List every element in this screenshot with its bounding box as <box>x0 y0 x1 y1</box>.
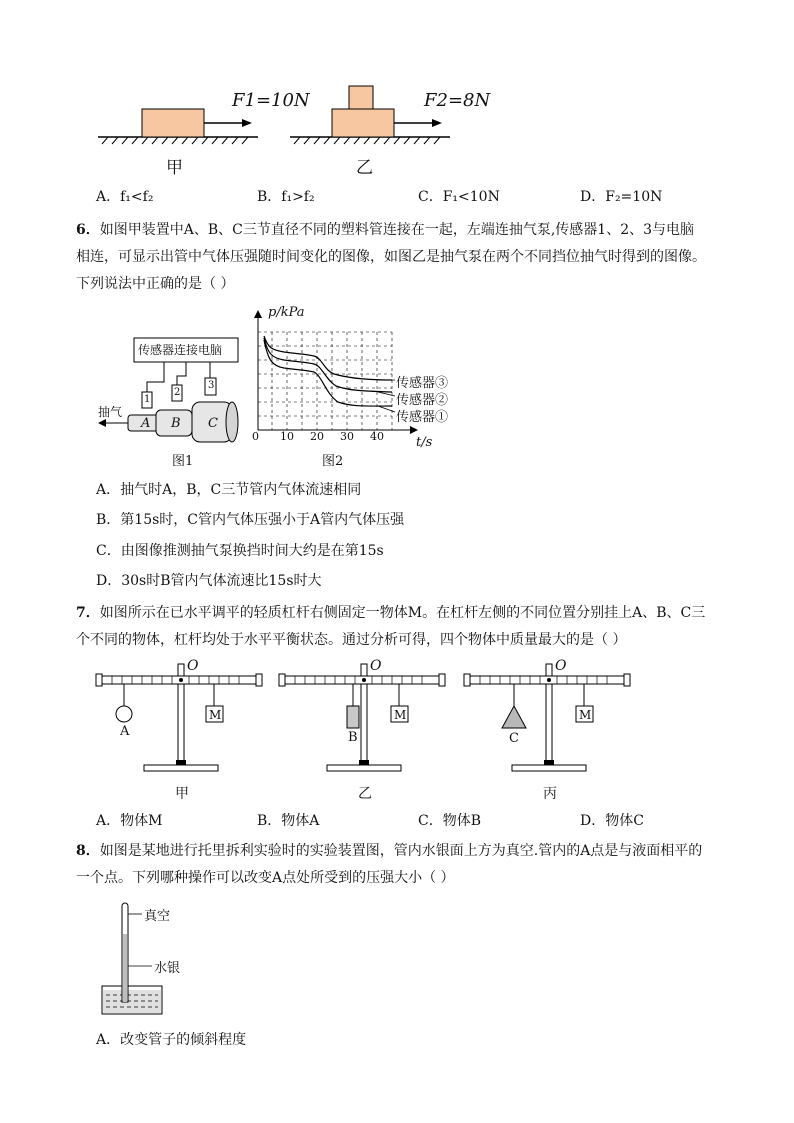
q7-option-d[interactable]: D．物体C <box>580 813 644 829</box>
fig1-caption: 图1 <box>172 454 194 469</box>
fig1-sensor-1: 1 <box>144 394 151 405</box>
q8-label-mercury: 水银 <box>154 961 181 976</box>
fig2-tick-20: 20 <box>310 430 324 443</box>
fig2-caption: 图2 <box>322 454 344 469</box>
lever-yi-m: M <box>394 708 407 722</box>
lever-bing-object-label: C <box>509 731 519 746</box>
q8-stem <box>76 838 776 892</box>
q6-option-a[interactable]: A．抽气时A，B，C三节管内气体流速相同 <box>96 482 362 498</box>
q7-lever-bing <box>462 660 642 780</box>
q7-stem <box>76 600 776 654</box>
block-yi-top <box>349 86 373 109</box>
lever-yi-object-label: B <box>348 730 358 745</box>
q5-option-b[interactable]: B．f₁>f₂ <box>257 189 315 205</box>
fig1-sensor-2: 2 <box>174 387 181 398</box>
q8-number: 8． <box>76 843 100 859</box>
fig2-tick-30: 30 <box>340 430 354 443</box>
q7-text-line1: 如图所示在已水平调平的轻质杠杆右侧固定一物体M。在杠杆左侧的不同位置分别挂上A、B、C三 <box>99 605 706 621</box>
curve-sensor-1 <box>264 340 392 406</box>
fig2-legend-2: 传感器② <box>396 393 449 408</box>
fig2-xlabel: t/s <box>416 435 433 450</box>
q6-option-d[interactable]: D．30s时B管内气体流速比15s时大 <box>96 573 322 589</box>
q7-option-b[interactable]: B．物体A <box>257 813 320 829</box>
q7-lever-jia <box>94 660 274 780</box>
lever-jia-pivot: O <box>187 658 199 674</box>
fig2-ylabel: p/kPa <box>268 305 305 320</box>
fig2-tick-10: 10 <box>280 430 294 443</box>
lever-bing-m: M <box>579 708 592 722</box>
lever-bing-caption: 丙 <box>543 786 557 802</box>
lever-jia-m: M <box>209 708 222 722</box>
q6-text-line1: 如图甲装置中A、B、C三节直径不同的塑料管连接在一起，左端连抽气泵,传感器1、2、3与电脑 <box>99 222 695 238</box>
q5-option-a[interactable]: A．f₁<f₂ <box>96 189 154 205</box>
fig2-tick-0: 0 <box>252 430 259 443</box>
fig1-pump-label: 抽气 <box>98 405 123 419</box>
q5-force-jia: F1=10N <box>232 90 310 111</box>
q6-text-line3: 下列说法中正确的是（ ） <box>76 276 235 292</box>
q8-text-line2: 一个点。下列哪种操作可以改变A点处所受到的压强大小（ ） <box>76 870 455 886</box>
block-yi-bottom <box>332 109 394 137</box>
q8-option-a[interactable]: A．改变管子的倾斜程度 <box>96 1032 247 1048</box>
lever-jia-caption: 甲 <box>175 786 189 802</box>
object-a <box>116 706 132 722</box>
q6-text-line2: 相连，可显示出管中气体压强随时间变化的图像，如图乙是抽气泵在两个不同挡位抽气时得到的图像。 <box>76 249 706 265</box>
object-c <box>502 706 526 728</box>
object-b <box>347 706 359 728</box>
q7-text-line2: 个不同的物体，杠杆均处于水平平衡状态。通过分析可得，四个物体中质量最大的是（ ） <box>76 632 627 648</box>
q5-label-yi: 乙 <box>356 158 373 178</box>
fig2-tick-40: 40 <box>370 430 384 443</box>
q6-stem <box>76 217 776 298</box>
fig1-sensor-3: 3 <box>208 380 215 391</box>
q7-option-c[interactable]: C．物体B <box>418 813 481 829</box>
fig2-legend-1: 传感器① <box>396 410 449 425</box>
q5-option-c[interactable]: C．F₁<10N <box>418 189 500 205</box>
fig1-tube-b: B <box>171 416 181 431</box>
fig1-tube-a: A <box>141 416 151 431</box>
lever-yi-pivot: O <box>370 658 382 674</box>
lever-bing-pivot: O <box>555 658 567 674</box>
q5-label-jia: 甲 <box>166 158 183 178</box>
q7-number: 7． <box>76 605 100 621</box>
fig2-legend-3: 传感器③ <box>396 376 449 391</box>
q7-option-a[interactable]: A．物体M <box>96 813 163 829</box>
q8-text-line1: 如图是某地进行托里拆利实验时的实验装置图，管内水银面上方为真空.管内的A点是与液面相平的 <box>99 843 703 859</box>
q7-lever-yi <box>277 660 457 780</box>
lever-yi-caption: 乙 <box>358 786 372 802</box>
q6-option-c[interactable]: C．由图像推测抽气泵换挡时间大约是在第15s <box>96 543 384 559</box>
fig1-tube-c: C <box>208 416 218 431</box>
q6-option-b[interactable]: B．第15s时，C管内气体压强小于A管内气体压强 <box>96 512 405 528</box>
block-jia <box>142 109 204 137</box>
fig1-box-label: 传感器连接电脑 <box>138 343 223 357</box>
curve-sensor-3 <box>264 336 392 380</box>
q5-option-d[interactable]: D．F₂=10N <box>580 189 663 205</box>
q6-number: 6． <box>76 222 100 238</box>
q5-force-yi: F2=8N <box>424 90 491 111</box>
q8-label-vacuum: 真空 <box>144 909 171 924</box>
lever-jia-object-label: A <box>120 724 130 739</box>
